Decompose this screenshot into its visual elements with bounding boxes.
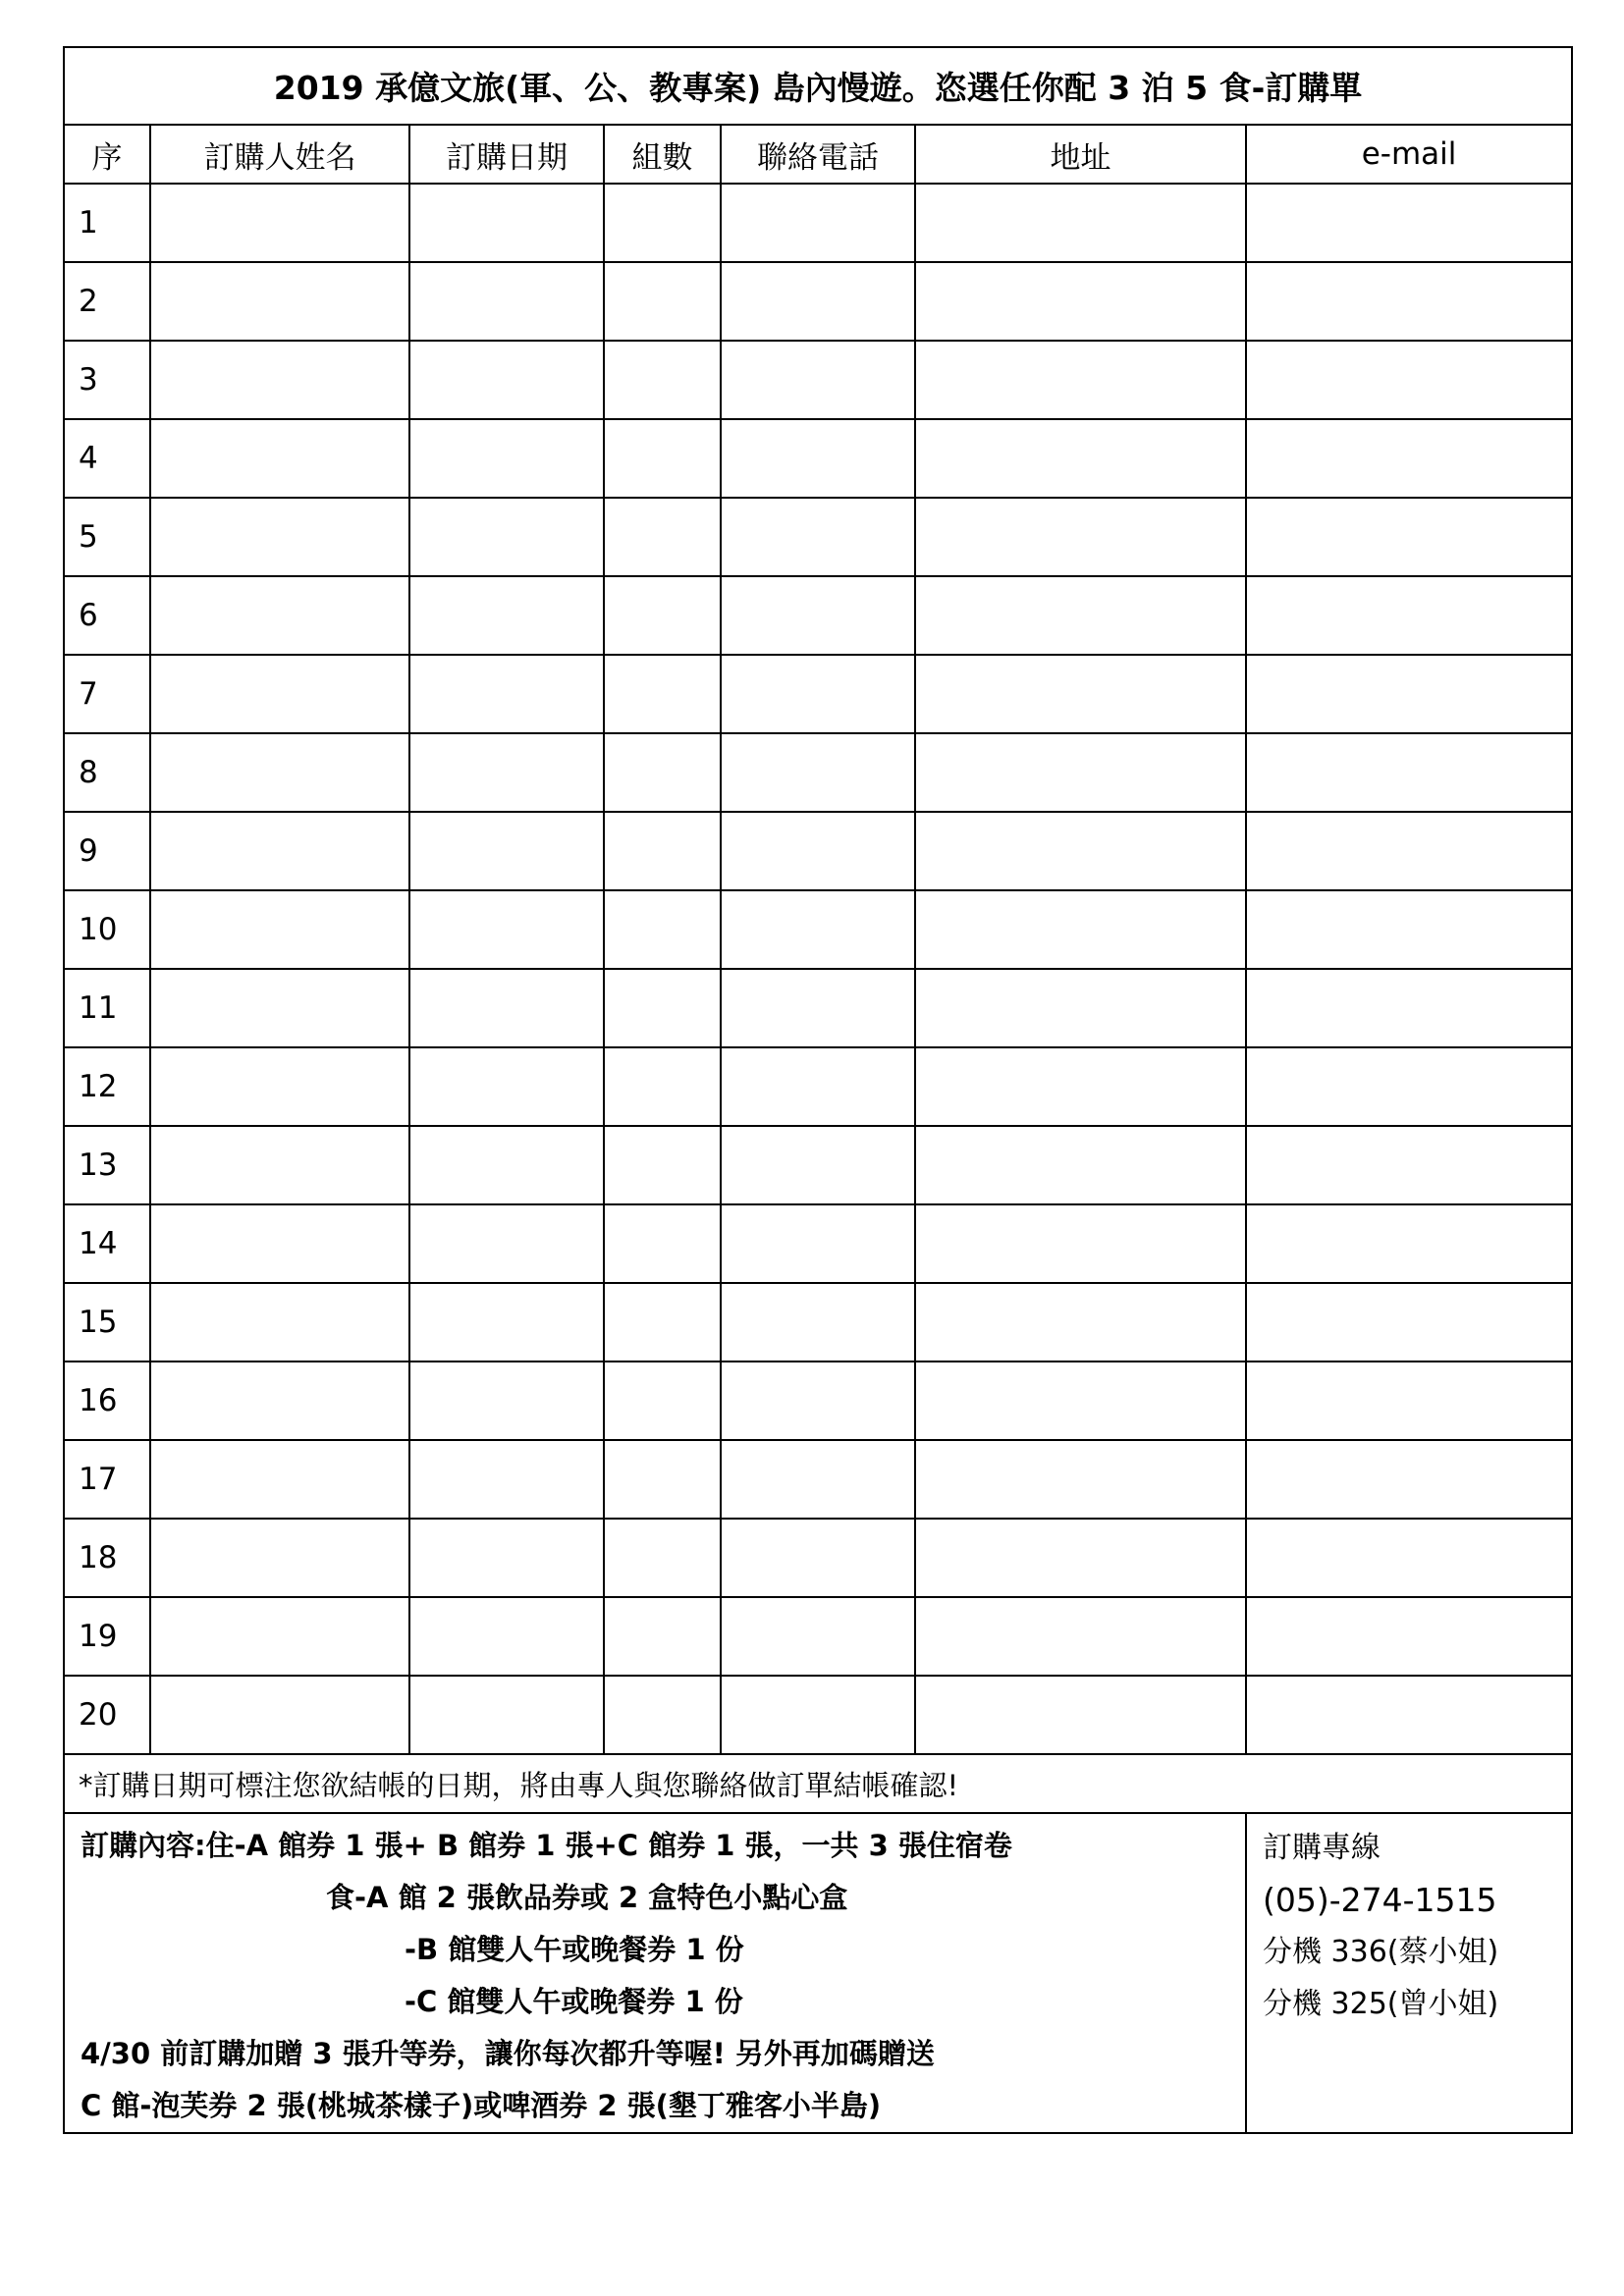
table-row [64, 498, 1572, 576]
email-field[interactable] [1246, 262, 1572, 341]
sets-field[interactable] [604, 1362, 721, 1440]
date-field[interactable] [409, 1362, 604, 1440]
name-field[interactable] [150, 655, 409, 733]
address-field[interactable] [915, 184, 1246, 262]
row-number: 20 [64, 1676, 150, 1754]
date-field[interactable] [409, 812, 604, 890]
hotline-extension: 分機 325(曾小姐) [1263, 1987, 1499, 2021]
name-field[interactable] [150, 890, 409, 969]
phone-field[interactable] [721, 733, 915, 812]
hotline-extension: 分機 336(蔡小姐) [1263, 1935, 1499, 1969]
column-header-seq: 序 [64, 125, 150, 184]
row-number: 12 [64, 1047, 150, 1126]
date-field[interactable] [409, 576, 604, 655]
row-number: 6 [64, 576, 150, 655]
table-row [64, 1597, 1572, 1676]
date-field[interactable] [409, 733, 604, 812]
content-line: 食-A 館 2 張飲品券或 2 盒特色小點心盒 [326, 1881, 848, 1914]
sets-field[interactable] [604, 1676, 721, 1754]
row-number: 7 [64, 655, 150, 733]
phone-field[interactable] [721, 1519, 915, 1597]
table-row [64, 1283, 1572, 1362]
hotline-phone: (05)-274-1515 [1263, 1881, 1497, 1919]
row-number: 9 [64, 812, 150, 890]
row-number: 15 [64, 1283, 150, 1362]
address-field[interactable] [915, 1126, 1246, 1204]
name-field[interactable] [150, 1597, 409, 1676]
sets-field[interactable] [604, 733, 721, 812]
date-field[interactable] [409, 1676, 604, 1754]
sets-field[interactable] [604, 655, 721, 733]
row-number: 5 [64, 498, 150, 576]
phone-field[interactable] [721, 184, 915, 262]
date-field[interactable] [409, 1597, 604, 1676]
phone-field[interactable] [721, 655, 915, 733]
date-field[interactable] [409, 1283, 604, 1362]
email-field[interactable] [1246, 1597, 1572, 1676]
table-row [64, 341, 1572, 419]
table-row [64, 184, 1572, 262]
address-field[interactable] [915, 1362, 1246, 1440]
address-field[interactable] [915, 576, 1246, 655]
name-field[interactable] [150, 262, 409, 341]
name-field[interactable] [150, 1362, 409, 1440]
sets-field[interactable] [604, 576, 721, 655]
name-field[interactable] [150, 812, 409, 890]
name-field[interactable] [150, 1047, 409, 1126]
phone-field[interactable] [721, 1440, 915, 1519]
email-field[interactable] [1246, 1126, 1572, 1204]
row-number: 1 [64, 184, 150, 262]
row-number: 2 [64, 262, 150, 341]
name-field[interactable] [150, 733, 409, 812]
email-field[interactable] [1246, 1519, 1572, 1597]
address-field[interactable] [915, 969, 1246, 1047]
column-header-name: 訂購人姓名 [150, 125, 409, 184]
phone-field[interactable] [721, 341, 915, 419]
address-field[interactable] [915, 1204, 1246, 1283]
name-field[interactable] [150, 498, 409, 576]
phone-field[interactable] [721, 498, 915, 576]
name-field[interactable] [150, 969, 409, 1047]
date-field[interactable] [409, 655, 604, 733]
name-field[interactable] [150, 1676, 409, 1754]
address-field[interactable] [915, 890, 1246, 969]
name-field[interactable] [150, 1519, 409, 1597]
sets-field[interactable] [604, 812, 721, 890]
email-field[interactable] [1246, 1440, 1572, 1519]
address-field[interactable] [915, 1597, 1246, 1676]
name-field[interactable] [150, 184, 409, 262]
phone-field[interactable] [721, 1126, 915, 1204]
row-number: 19 [64, 1597, 150, 1676]
sets-field[interactable] [604, 1126, 721, 1204]
table-row [64, 812, 1572, 890]
address-field[interactable] [915, 1676, 1246, 1754]
email-field[interactable] [1246, 576, 1572, 655]
name-field[interactable] [150, 1204, 409, 1283]
content-line: -C 館雙人午或晚餐券 1 份 [405, 1985, 743, 2018]
column-header-phone: 聯絡電話 [721, 125, 915, 184]
email-field[interactable] [1246, 733, 1572, 812]
phone-field[interactable] [721, 576, 915, 655]
table-row [64, 1440, 1572, 1519]
address-field[interactable] [915, 1519, 1246, 1597]
phone-field[interactable] [721, 1676, 915, 1754]
table-row [64, 1519, 1572, 1597]
sets-field[interactable] [604, 498, 721, 576]
email-field[interactable] [1246, 969, 1572, 1047]
table-row [64, 1126, 1572, 1204]
row-number: 10 [64, 890, 150, 969]
table-row [64, 655, 1572, 733]
address-field[interactable] [915, 419, 1246, 498]
row-number: 16 [64, 1362, 150, 1440]
sets-field[interactable] [604, 969, 721, 1047]
row-number: 4 [64, 419, 150, 498]
phone-field[interactable] [721, 890, 915, 969]
date-field[interactable] [409, 1440, 604, 1519]
address-field[interactable] [915, 341, 1246, 419]
table-row [64, 419, 1572, 498]
address-field[interactable] [915, 655, 1246, 733]
address-field[interactable] [915, 733, 1246, 812]
sets-field[interactable] [604, 1204, 721, 1283]
date-field[interactable] [409, 1519, 604, 1597]
address-field[interactable] [915, 1283, 1246, 1362]
date-field[interactable] [409, 419, 604, 498]
sets-field[interactable] [604, 890, 721, 969]
name-field[interactable] [150, 576, 409, 655]
email-field[interactable] [1246, 1047, 1572, 1126]
content-line: C 館-泡芙券 2 張(桃城茶樣子)或啤酒券 2 張(墾丁雅客小半島) [81, 2089, 882, 2122]
phone-field[interactable] [721, 1204, 915, 1283]
date-field[interactable] [409, 262, 604, 341]
date-field[interactable] [409, 1047, 604, 1126]
row-number: 13 [64, 1126, 150, 1204]
email-field[interactable] [1246, 812, 1572, 890]
sets-field[interactable] [604, 262, 721, 341]
content-line: 4/30 前訂購加贈 3 張升等券，讓你每次都升等喔! 另外再加碼贈送 [81, 2037, 935, 2070]
email-field[interactable] [1246, 341, 1572, 419]
address-field[interactable] [915, 812, 1246, 890]
date-field[interactable] [409, 890, 604, 969]
row-number: 11 [64, 969, 150, 1047]
name-field[interactable] [150, 341, 409, 419]
column-header-address: 地址 [915, 125, 1246, 184]
date-field[interactable] [409, 498, 604, 576]
row-number: 14 [64, 1204, 150, 1283]
address-field[interactable] [915, 1047, 1246, 1126]
sets-field[interactable] [604, 341, 721, 419]
phone-field[interactable] [721, 1597, 915, 1676]
sets-field[interactable] [604, 1283, 721, 1362]
order-hotline-section [1246, 1813, 1572, 2133]
column-header-email: e-mail [1246, 125, 1572, 184]
sets-field[interactable] [604, 184, 721, 262]
name-field[interactable] [150, 1126, 409, 1204]
order-form-table [63, 46, 1573, 2134]
email-field[interactable] [1246, 1204, 1572, 1283]
phone-field[interactable] [721, 419, 915, 498]
date-field[interactable] [409, 184, 604, 262]
email-field[interactable] [1246, 1362, 1572, 1440]
phone-field[interactable] [721, 1283, 915, 1362]
form-title: 2019 承億文旅(軍、公、教專案) 島內慢遊。恣選任你配 3 泊 5 食-訂購單 [64, 47, 1572, 125]
email-field[interactable] [1246, 184, 1572, 262]
sets-field[interactable] [604, 1519, 721, 1597]
phone-field[interactable] [721, 969, 915, 1047]
sets-field[interactable] [604, 419, 721, 498]
table-row [64, 1362, 1572, 1440]
sets-field[interactable] [604, 1440, 721, 1519]
row-number: 17 [64, 1440, 150, 1519]
name-field[interactable] [150, 419, 409, 498]
order-date-note: *訂購日期可標注您欲結帳的日期，將由專人與您聯絡做訂單結帳確認! [64, 1754, 1572, 1813]
table-row [64, 890, 1572, 969]
row-number: 3 [64, 341, 150, 419]
phone-field[interactable] [721, 812, 915, 890]
sets-field[interactable] [604, 1597, 721, 1676]
email-field[interactable] [1246, 890, 1572, 969]
email-field[interactable] [1246, 498, 1572, 576]
date-field[interactable] [409, 1204, 604, 1283]
date-field[interactable] [409, 1126, 604, 1204]
email-field[interactable] [1246, 1283, 1572, 1362]
table-row [64, 1204, 1572, 1283]
name-field[interactable] [150, 1283, 409, 1362]
date-field[interactable] [409, 969, 604, 1047]
email-field[interactable] [1246, 419, 1572, 498]
content-line: -B 館雙人午或晚餐券 1 份 [405, 1933, 744, 1966]
address-field[interactable] [915, 1440, 1246, 1519]
table-row [64, 1047, 1572, 1126]
email-field[interactable] [1246, 1676, 1572, 1754]
table-row [64, 969, 1572, 1047]
phone-field[interactable] [721, 1362, 915, 1440]
phone-field[interactable] [721, 1047, 915, 1126]
address-field[interactable] [915, 262, 1246, 341]
table-row [64, 733, 1572, 812]
row-number: 18 [64, 1519, 150, 1597]
order-content-section [64, 1813, 1246, 2133]
date-field[interactable] [409, 341, 604, 419]
content-line: 訂購內容:住-A 館券 1 張+ B 館券 1 張+C 館券 1 張，一共 3 張住宿卷 [81, 1829, 1012, 1862]
column-header-date: 訂購日期 [409, 125, 604, 184]
name-field[interactable] [150, 1440, 409, 1519]
phone-field[interactable] [721, 262, 915, 341]
table-row [64, 262, 1572, 341]
column-header-sets: 組數 [604, 125, 721, 184]
email-field[interactable] [1246, 655, 1572, 733]
address-field[interactable] [915, 498, 1246, 576]
row-number: 8 [64, 733, 150, 812]
hotline-label: 訂購專線 [1263, 1831, 1380, 1865]
table-row [64, 1676, 1572, 1754]
table-row [64, 576, 1572, 655]
sets-field[interactable] [604, 1047, 721, 1126]
